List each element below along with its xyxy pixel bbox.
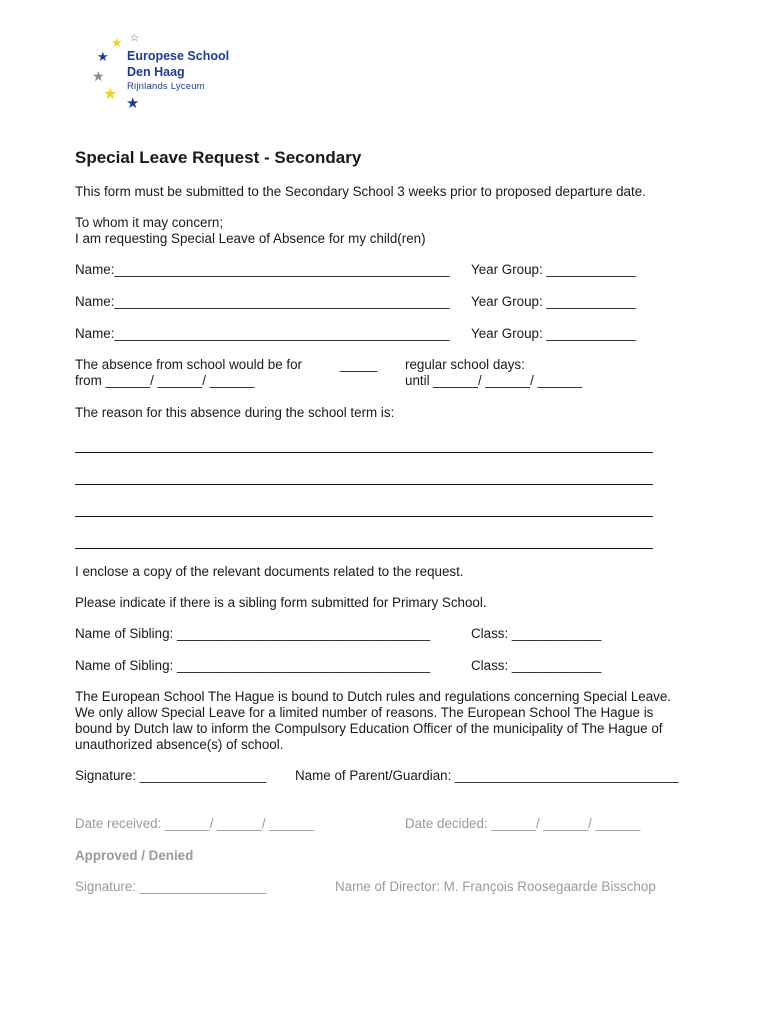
star-icon: ★ (92, 68, 105, 84)
school-logo (90, 34, 250, 114)
reason-line[interactable] (75, 548, 653, 549)
director-signature-field: Signature: _________________ (75, 879, 267, 894)
child-name-field[interactable]: Name:_____________________________________________ (75, 262, 450, 277)
child-year-group-field[interactable]: Year Group: ____________ (471, 294, 636, 309)
star-icon: ☆ (130, 33, 139, 44)
absence-label: The absence from school would be for (75, 357, 303, 372)
star-icon: ★ (126, 95, 140, 112)
date-decided-field: Date decided: ______/ ______/ ______ (405, 816, 641, 831)
logo-line-3: Rijnlands Lyceum (127, 81, 205, 92)
child-year-group-field[interactable]: Year Group: ____________ (471, 262, 636, 277)
policy-text: The European School The Hague is bound to Dutch rules and regulations concerning Special Leave. We only allow Special Leave for a limited number of reasons. The European School The Hague is bound by Dutch law to inform the Compulsory Education Officer of the municipality of The Hague of unauthorized absence(s) of school. (75, 689, 672, 752)
logo-line-1: Europese School (127, 49, 230, 63)
sibling-name-field[interactable]: Name of Sibling: __________________________________ (75, 626, 431, 641)
absence-days-field[interactable]: _____ (340, 357, 378, 372)
reason-line[interactable] (75, 452, 653, 453)
intro-text: This form must be submitted to the Secondary School 3 weeks prior to proposed departure date. (75, 184, 646, 199)
parent-signature-field[interactable]: Signature: _________________ (75, 768, 267, 783)
director-name: Name of Director: M. François Roosegaarde Bisschop (335, 879, 656, 894)
from-date-field[interactable]: from ______/ ______/ ______ (75, 373, 255, 388)
enclose-text: I enclose a copy of the relevant documents related to the request. (75, 564, 464, 579)
until-date-field[interactable]: until ______/ ______/ ______ (405, 373, 583, 388)
form-title: Special Leave Request - Secondary (75, 148, 362, 167)
sibling-name-field[interactable]: Name of Sibling: __________________________________ (75, 658, 431, 673)
logo-line-2: Den Haag (127, 65, 185, 79)
date-received-field: Date received: ______/ ______/ ______ (75, 816, 314, 831)
child-year-group-field[interactable]: Year Group: ____________ (471, 326, 636, 341)
reason-line[interactable] (75, 516, 653, 517)
greeting-text: To whom it may concern; (75, 215, 224, 230)
request-text: I am requesting Special Leave of Absence for my child(ren) (75, 231, 426, 246)
child-name-field[interactable]: Name:_____________________________________________ (75, 326, 450, 341)
parent-name-field[interactable]: Name of Parent/Guardian: ______________________________ (295, 768, 679, 783)
reason-line[interactable] (75, 484, 653, 485)
sibling-prompt: Please indicate if there is a sibling form submitted for Primary School. (75, 595, 487, 610)
star-icon: ★ (111, 35, 123, 50)
reason-label: The reason for this absence during the school term is: (75, 405, 395, 420)
star-icon: ★ (97, 49, 109, 64)
sibling-class-field[interactable]: Class: ____________ (471, 626, 602, 641)
child-name-field[interactable]: Name:_____________________________________________ (75, 294, 450, 309)
approval-status: Approved / Denied (75, 848, 194, 863)
absence-days-label: regular school days: (405, 357, 525, 372)
star-icon: ★ (103, 86, 118, 103)
sibling-class-field[interactable]: Class: ____________ (471, 658, 602, 673)
